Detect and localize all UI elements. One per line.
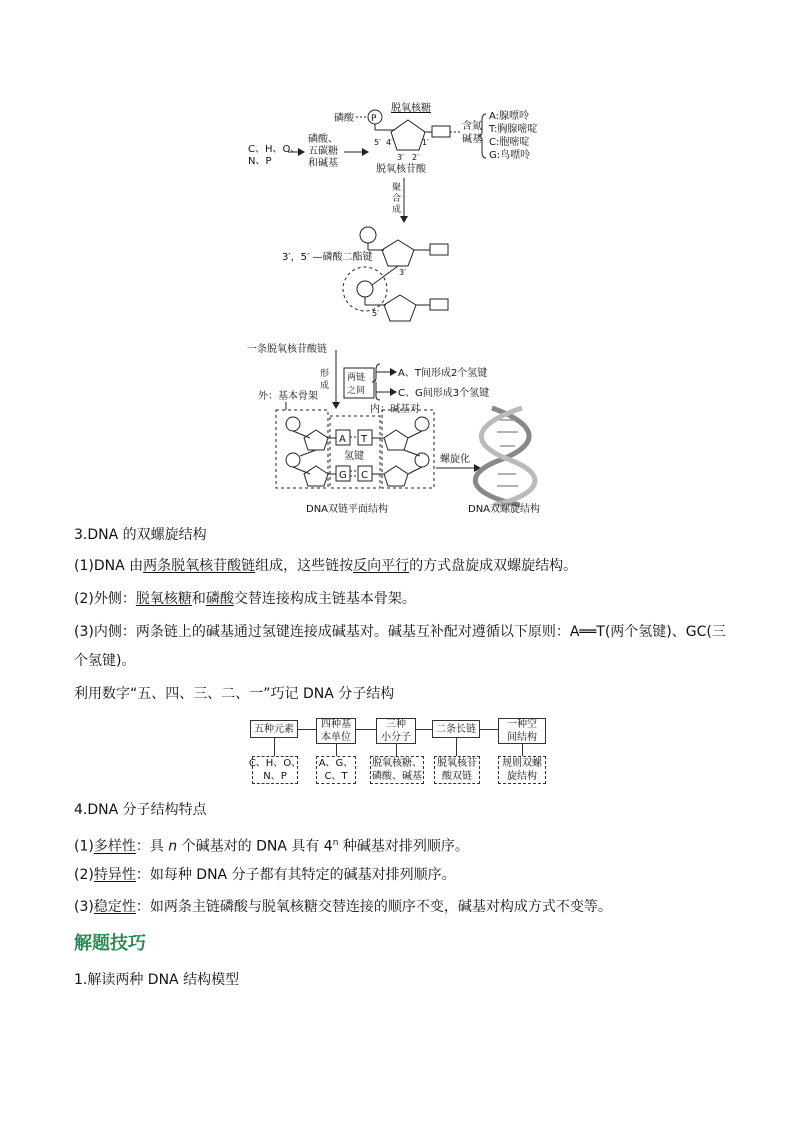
svg-text:3′: 3′ [399, 268, 406, 277]
nucleotide-label: 脱氧核苷酸 [376, 164, 426, 175]
mnemonic-bottom-1: C、H、O、 N、P [248, 758, 302, 782]
phosphate-label: 磷酸 [334, 113, 354, 124]
dna-structure-diagram [0, 0, 794, 520]
svg-text:5′: 5′ [372, 309, 379, 318]
svg-text:之间: 之间 [347, 386, 366, 396]
bond-label: 3′，5′ —磷酸二酯键 [282, 252, 373, 263]
section3-p3: (3)内侧：两条链上的碱基通过氢键连接成碱基对。碱基互补配对遵循以下原则：A══T(两个氢键)、GC(三 [74, 624, 726, 640]
section3-p3-cont: 个氢键)。 [74, 653, 136, 669]
svg-text:4′: 4′ [386, 138, 393, 147]
hbond-label: 氢键 [344, 451, 364, 462]
svg-text:N、P: N、P [248, 156, 272, 167]
arrow-text: 磷酸、 [308, 134, 338, 145]
svg-text:A: A [339, 434, 346, 445]
svg-text:合: 合 [392, 194, 402, 204]
svg-text:5′: 5′ [374, 138, 381, 147]
plane-caption: DNA双链平面结构 [306, 504, 389, 515]
mnemonic-bottom-5: 规则双螺 旋结构 [498, 756, 546, 784]
svg-text:成: 成 [320, 381, 330, 391]
inner-label: 内：碱基对 [370, 404, 420, 415]
svg-text:1′: 1′ [422, 138, 429, 147]
svg-text:3′: 3′ [397, 153, 404, 162]
tips-item-1: 1.解读两种 DNA 结构模型 [74, 972, 240, 988]
at-bond: A、T间形成2个氢键 [398, 368, 488, 379]
svg-text:聚: 聚 [392, 183, 402, 193]
double-helix-image [475, 408, 535, 505]
base-c: C:胞嘧啶 [489, 137, 530, 148]
svg-text:C: C [361, 470, 368, 481]
mnemonic-bottom-2: A、G、 C、T [316, 756, 356, 784]
mnemonic-chart [250, 718, 550, 788]
deoxyribose-label: 脱氧核糖 [391, 103, 431, 114]
svg-text:五碳糖: 五碳糖 [308, 146, 338, 157]
base-t: T:胸腺嘧啶 [489, 124, 538, 135]
section4-p2: (2)特异性：如每种 DNA 分子都有其特定的碱基对排列顺序。 [74, 867, 456, 883]
mnemonic-top-5: 一种空 间结构 [498, 718, 546, 744]
svg-text:2′: 2′ [412, 153, 419, 162]
mnemonic-top-4: 二条长链 [432, 720, 480, 738]
svg-text:碱基: 碱基 [462, 134, 482, 145]
svg-text:形: 形 [320, 369, 330, 379]
elements-text: C、H、O、 [248, 144, 301, 155]
mnemonic-top-2: 四种基 本单位 [316, 718, 356, 744]
mnemonic-bottom-3: 脱氧核糖、 磷酸、碱基 [372, 758, 422, 782]
mnemonic-top-3: 三种 小分子 [376, 718, 416, 744]
section3-p2: (2)外侧：脱氧核糖和磷酸交替连接构成主链基本骨架。 [74, 591, 416, 607]
helix-caption: DNA双螺旋结构 [468, 504, 541, 515]
contains-base: 含氮 [462, 121, 482, 132]
svg-text:两链: 两链 [347, 373, 366, 383]
outer-label: 外：基本骨架 [258, 391, 318, 402]
mnemonic-top-1: 五种元素 [250, 720, 298, 738]
section4-p3: (3)稳定性：如两条主链磷酸与脱氧核糖交替连接的顺序不变，碱基对构成方式不变等。 [74, 899, 612, 915]
tips-heading: 解题技巧 [74, 933, 146, 954]
base-g: G:鸟嘌呤 [489, 150, 531, 161]
mnemonic-line: 利用数字“五、四、三、二、一”巧记 DNA 分子结构 [74, 686, 395, 702]
svg-text:和碱基: 和碱基 [308, 158, 338, 169]
base-rect [432, 126, 450, 137]
section3-title: 3.DNA 的双螺旋结构 [74, 527, 207, 543]
base-a: A:腺嘌呤 [489, 111, 530, 122]
section4-p1: (1)多样性：具 n 个碱基对的 DNA 具有 4$^n$ 种碱基对排列顺序。 [74, 838, 469, 855]
svg-text:T: T [361, 434, 368, 445]
section4-title: 4.DNA 分子结构特点 [74, 802, 207, 818]
mnemonic-bottom-4: 脱氧核苷 酸双链 [434, 756, 480, 784]
sugar-pentagon [391, 120, 425, 150]
svg-text:G: G [339, 470, 347, 481]
p-label: P [371, 114, 377, 124]
spiral-label: 螺旋化 [440, 454, 470, 465]
section3-p1: (1)DNA 由两条脱氧核苷酸链组成，这些链按反向平行的方式盘旋成双螺旋结构。 [74, 558, 578, 574]
svg-text:成: 成 [392, 205, 402, 215]
one-chain-label: 一条脱氧核苷酸链 [247, 344, 327, 355]
backbone-dashed [276, 410, 328, 488]
cg-bond: C、G间形成3个氢键 [398, 388, 490, 399]
